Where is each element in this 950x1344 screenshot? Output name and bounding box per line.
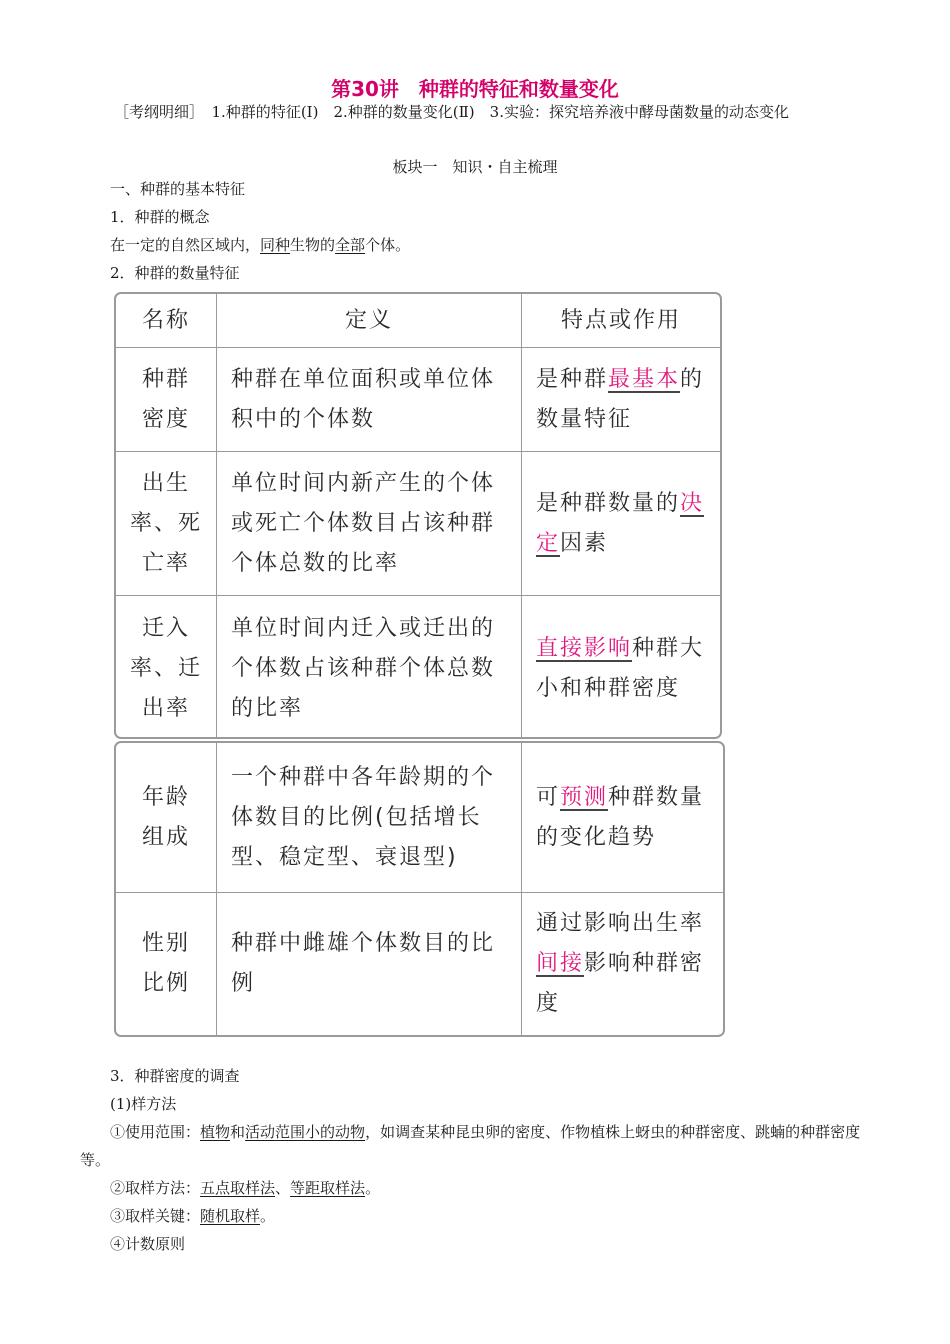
key-label: ③取样关键：	[110, 1207, 201, 1225]
row-name	[116, 893, 217, 1035]
concept-text-u2: 全部	[335, 236, 366, 254]
row-name	[116, 452, 217, 595]
header-definition: 定义	[217, 294, 522, 347]
header-feature: 特点或作用	[560, 307, 681, 333]
quantity-heading: 2．种群的数量特征	[110, 264, 240, 282]
scope-u2: 活动范围小的动物	[245, 1123, 366, 1141]
row-definition: 种群在单位面积或单位体积中的个体数	[217, 348, 522, 451]
concept-text-mid: 生物的	[290, 236, 336, 254]
row-feature-after: 种群数量的变化趋势	[536, 784, 705, 850]
scope-u1: 植物	[200, 1123, 231, 1141]
syllabus	[80, 98, 875, 126]
row-name-text: 年龄组成	[141, 784, 190, 850]
row-feature-text	[536, 778, 709, 858]
page-title: 第30讲 种群的特征和数量变化	[331, 77, 619, 101]
table-row	[116, 348, 720, 452]
concept-text-before: 在一定的自然区域内，	[110, 236, 261, 254]
sampling-end: 。	[365, 1179, 381, 1197]
key-end: 。	[260, 1207, 276, 1225]
concept-text-u1: 同种	[260, 236, 291, 254]
key-u1: 随机取样	[200, 1207, 261, 1225]
concept-text-after: 个体。	[365, 236, 411, 254]
header-name: 名称	[116, 294, 217, 347]
row-name	[116, 348, 217, 451]
row-feature-after: 影响种群密度	[536, 951, 705, 1016]
row-feature-highlight: 直接影响	[536, 635, 633, 661]
row-feature	[522, 893, 723, 1035]
row-name-text: 出生率、死亡率	[129, 470, 202, 576]
table-row	[116, 893, 723, 1035]
method-heading: (1)样方法	[110, 1095, 177, 1113]
row-feature-before: 可	[536, 784, 561, 810]
row-feature	[522, 452, 720, 595]
row-feature	[522, 596, 720, 739]
quantity-table-part1	[114, 292, 722, 739]
table-row	[116, 452, 720, 596]
sampling-method	[110, 1174, 875, 1202]
sampling-label: ②取样方法：	[110, 1179, 201, 1197]
table-header-row	[116, 294, 720, 348]
row-feature-before: 是种群数量的	[536, 490, 681, 516]
row-name-text: 性别比例	[141, 931, 190, 996]
syllabus-text: ［考纲明细］ 1.种群的特征(Ⅰ) 2.种群的数量变化(Ⅱ) 3.实验：探究培养液中酵母菌数量的动态变化	[114, 103, 789, 121]
row-feature-text	[536, 484, 706, 564]
counting-principle: ④计数原则	[110, 1235, 186, 1253]
row-definition: 一个种群中各年龄期的个体数目的比例(包括增长型、稳定型、衰退型)	[217, 743, 522, 892]
scope-rest: ，如调查某种昆虫卵的密度、作物植株上蚜虫的种群密度、跳蝻的种群密度等。	[80, 1123, 861, 1169]
row-name	[116, 596, 217, 739]
row-feature	[522, 743, 723, 892]
scope-paragraph	[80, 1118, 875, 1174]
quantity-table-part2	[114, 741, 725, 1037]
sampling-u1: 五点取样法	[200, 1179, 276, 1197]
row-feature-highlight: 预测	[560, 784, 609, 810]
table-row	[116, 743, 723, 893]
row-feature-highlight: 间接	[536, 951, 585, 976]
row-name-text: 种群密度	[141, 366, 190, 432]
row-feature-after: 因素	[560, 530, 609, 556]
row-feature-after: 的数量特征	[536, 366, 705, 432]
row-name-text: 迁入率、迁出率	[129, 615, 202, 721]
concept-text	[110, 231, 875, 259]
row-feature-text	[536, 904, 709, 1024]
concept-heading: 1．种群的概念	[110, 208, 210, 226]
row-feature-before: 通过影响出生率	[536, 911, 705, 936]
part1-heading: 一、种群的基本特征	[110, 180, 246, 198]
survey-heading: 3．种群密度的调查	[110, 1067, 240, 1085]
sampling-sep: 、	[275, 1179, 291, 1197]
row-feature-text	[536, 360, 706, 440]
section-heading: 板块一 知识・自主梳理	[392, 158, 558, 176]
scope-and: 和	[230, 1123, 246, 1141]
row-feature-highlight: 决定	[536, 490, 705, 556]
scope-label: ①使用范围：	[110, 1123, 201, 1141]
sampling-key	[110, 1202, 875, 1230]
row-feature-after: 种群大小和种群密度	[536, 635, 705, 701]
row-feature-before: 是种群	[536, 366, 609, 392]
row-feature	[522, 348, 720, 451]
row-definition: 种群中雌雄个体数目的比例	[217, 893, 522, 1035]
row-definition: 单位时间内迁入或迁出的个体数占该种群个体总数的比率	[217, 596, 522, 739]
row-definition: 单位时间内新产生的个体或死亡个体数目占该种群个体总数的比率	[217, 452, 522, 595]
sampling-u2: 等距取样法	[290, 1179, 366, 1197]
table-row	[116, 596, 720, 739]
row-feature-highlight: 最基本	[608, 366, 681, 392]
row-name	[116, 743, 217, 892]
scope-text	[80, 1118, 875, 1174]
row-feature-text	[536, 629, 706, 709]
